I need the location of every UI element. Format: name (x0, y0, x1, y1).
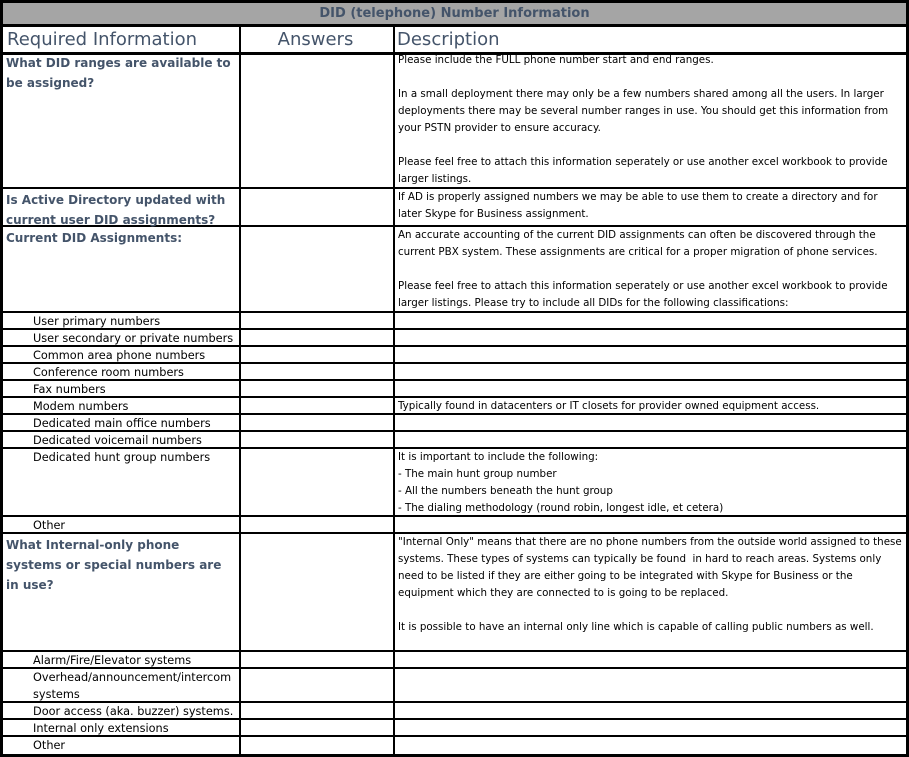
answer-cell[interactable] (241, 652, 393, 667)
sub-item-row (3, 364, 906, 381)
sub-item-row (3, 347, 906, 364)
sub-item-row (3, 313, 906, 330)
column-header-row (3, 27, 906, 55)
required-information-cell: Door access (aka. buzzer) systems. (33, 705, 234, 718)
answer-cell[interactable] (241, 227, 393, 311)
header-description: Description (397, 29, 500, 50)
sub-item-row (3, 415, 906, 432)
answer-cell[interactable] (241, 398, 393, 413)
question-row (3, 52, 906, 189)
header-answers: Answers (277, 29, 354, 50)
answer-cell[interactable] (241, 737, 393, 754)
description-cell: An accurate accounting of the current DID assignments can often be discovered through the current PBX system. These assignments are critical for a proper migration of phone services. Please feel free to attach this information seperately or use another excel workbook to provide larger listings. Please try to include all DIDs for the following classifications: (398, 229, 888, 309)
answer-cell[interactable] (241, 347, 393, 362)
sub-item-row (3, 398, 906, 415)
required-information-cell: Overhead/announcement/intercom systems (33, 671, 232, 701)
answer-cell[interactable] (241, 703, 393, 718)
description-cell: Please include the FULL phone number start and end ranges. In a small deployment there may only be a few numbers shared among all the users. In larger deployments there may be several number ranges in use. You should get this information from your PSTN provider to ensure accuracy. Please feel free to attach this information seperately or use another excel workbook to provide larger listings. (398, 54, 889, 185)
answer-cell[interactable] (241, 364, 393, 379)
column-divider (239, 27, 241, 754)
description-cell: It is important to include the following: - The main hunt group number - All the numbers beneath the hunt group - The dialing methodology (round robin, longest idle, et cetera) (398, 451, 724, 514)
required-information-cell: User primary numbers (33, 315, 161, 328)
required-information-cell: Current DID Assignments: (6, 231, 183, 245)
required-information-cell: Alarm/Fire/Elevator systems (33, 654, 192, 667)
sheet-title: DID (telephone) Number Information (3, 3, 906, 27)
required-information-cell: Dedicated hunt group numbers (33, 451, 211, 464)
required-information-cell: Is Active Directory updated with current user DID assignments? (6, 193, 226, 227)
required-information-cell: Internal only extensions (33, 722, 169, 735)
sub-item-row (3, 381, 906, 398)
sub-item-row (3, 703, 906, 720)
required-information-cell: Common area phone numbers (33, 349, 206, 362)
question-row (3, 227, 906, 313)
required-information-cell: Modem numbers (33, 400, 129, 413)
header-required-information: Required Information (7, 29, 198, 50)
sub-item-row (3, 517, 906, 534)
sub-item-row (3, 720, 906, 737)
sub-item-row (3, 432, 906, 449)
required-information-cell: User secondary or private numbers (33, 332, 234, 345)
question-row (3, 534, 906, 652)
required-information-cell: What Internal-only phone systems or special numbers are in use? (6, 538, 222, 592)
answer-cell[interactable] (241, 330, 393, 345)
answer-cell[interactable] (241, 534, 393, 650)
answer-cell[interactable] (241, 432, 393, 447)
sub-item-row (3, 449, 906, 517)
required-information-cell: What DID ranges are available to be assigned? (6, 56, 231, 90)
answer-cell[interactable] (241, 313, 393, 328)
answer-cell[interactable] (241, 449, 393, 515)
description-cell: If AD is properly assigned numbers we may be able to use them to create a directory and for later Skype for Business assignment. (398, 191, 881, 220)
sub-item-row (3, 669, 906, 703)
description-cell: "Internal Only" means that there are no phone numbers from the outside world assigned to these systems. These types of systems can typically be found in hard to reach areas. Systems only need to be listed if they are either going to be integrated with Skype for Business or the equipment which they are connected to is going to be replaced. It is possible to have an internal only line which is capable of calling public numbers as well. (398, 536, 902, 633)
required-information-cell: Other (33, 519, 66, 532)
column-divider (393, 27, 395, 754)
question-row (3, 189, 906, 227)
description-cell: Typically found in datacenters or IT closets for provider owned equipment access. (398, 400, 820, 412)
required-information-cell: Dedicated voicemail numbers (33, 434, 202, 447)
required-information-cell: Conference room numbers (33, 366, 184, 379)
answer-cell[interactable] (241, 415, 393, 430)
sub-item-row (3, 652, 906, 669)
answer-cell[interactable] (241, 669, 393, 701)
answer-cell[interactable] (241, 52, 393, 187)
answer-cell[interactable] (241, 381, 393, 396)
required-information-cell: Fax numbers (33, 383, 106, 396)
answer-cell[interactable] (241, 517, 393, 532)
answer-cell[interactable] (241, 720, 393, 735)
sub-item-row (3, 330, 906, 347)
answer-cell[interactable] (241, 189, 393, 225)
sub-item-row (3, 737, 906, 754)
required-information-cell: Dedicated main office numbers (33, 417, 211, 430)
required-information-cell: Other (33, 739, 66, 752)
